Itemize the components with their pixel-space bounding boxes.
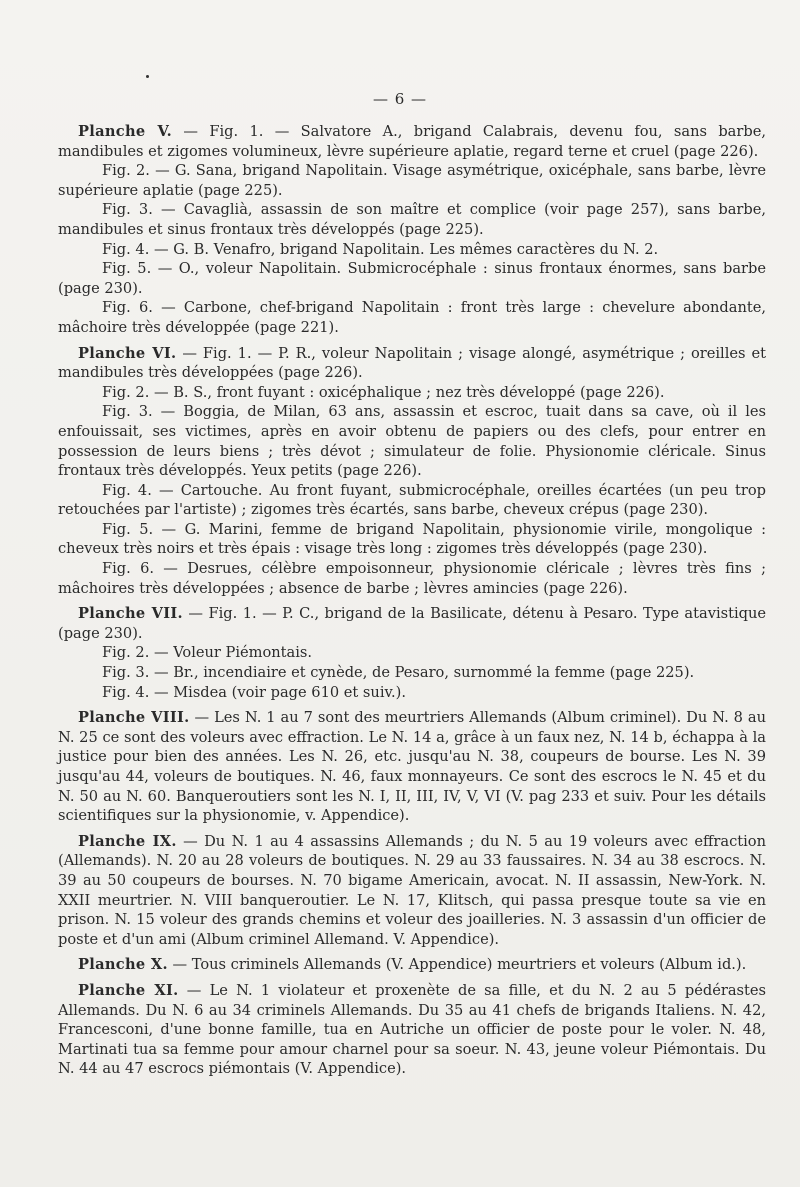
plate-vii-fig-2: Fig. 2. — Voleur Piémontais. [102,644,313,662]
plate-vii-fig-3: Fig. 3. — Br., incendiaire et cynède, de Pesaro, surnommé la femme (page 225). [102,664,695,682]
page-number: — 6 — [372,90,428,108]
plate-entry: — Fig. 1. — P. R., voleur Napolitain ; visage alongé, asymétrique ; oreilles et mandibules très développées (page 226). [58,344,767,382]
plate-v-fig-5: Fig. 5. — O., voleur Napolitain. Submicrocéphale : sinus frontaux énormes, sans barbe (page 230). [58,260,766,297]
plate-vii-fig-1 [58,604,766,643]
plate-entry: — Le N. 1 violateur et proxenète de sa fille, et du N. 2 au 5 pédérastes Allemands. Du N. 6 au 34 criminels Allemands. Du 35 au 41 chefs de brigands Italiens. N. 42, Francesconi, d'une bonne famille, tua en Autriche un officier de poste pour le voler. N. 48, Martinati tua sa femme pour amour charnel pour sa soeur. N. 43, jeune voleur Piémontais. Du N. 44 au 47 escrocs piémontais (V. Appendice). [58,981,766,1078]
plate-vi-fig-1 [58,344,766,383]
plate-x [58,955,766,975]
plate-label: Planche V. [78,123,173,140]
plates-text [58,116,766,1079]
plate-entry: — Fig. 1. — Salvatore A., brigand Calabrais, devenu fou, sans barbe, mandibules et zigomes volumineux, lèvre supérieure aplatie, regard terne et cruel (page 226). [58,123,766,160]
plate-v-fig-6: Fig. 6. — Carbone, chef-brigand Napolitain : front très large : chevelure abondante, mâchoire très développée (page 221). [58,299,766,336]
plate-label: Planche VIII. [78,709,190,727]
plate-vi-fig-3: Fig. 3. — Boggia, de Milan, 63 ans, assassin et escroc, tuait dans sa cave, où il les enfouissait, ses victimes, après en avoir obtenu de papiers ou des clefs, pour entrer en possession de leurs biens ; très dévot ; simulateur de folie. Physionomie cléricale. Sinus frontaux très développés. Yeux petits (page 226). [58,403,766,480]
plate-xi [58,981,766,1079]
plate-vi-fig-2: Fig. 2. — B. S., front fuyant : oxicéphalique ; nez très développé (page 226). [102,383,665,401]
plate-label: Planche VI. [78,344,177,362]
plate-label: Planche X. [78,956,168,974]
plate-label: Planche XI. [78,981,179,999]
plate-label: Planche IX. [78,832,177,850]
plate-entry: — Du N. 1 au 4 assassins Allemands ; du N. 5 au 19 voleurs avec effraction (Allemands). N. 20 au 28 voleurs de boutiques. N. 29 au 33 faussaires. N. 34 au 38 escrocs. N. 39 au 50 coupeurs de bourses. N. 70 bigame Americain, avocat. N. II assassin, New-York. N. XXII meurtrier. N. VIII banqueroutier. Le N. 17, Klitsch, qui passa presque toute sa vie en prison. N. 15 voleur des grands chemins et voleur des joailleries. N. 3 assassin d'un officier de poste et d'un ami (Album criminel Allemand. V. Appendice). [58,832,766,948]
plate-vi-fig-4: Fig. 4. — Cartouche. Au front fuyant, submicrocéphale, oreilles écartées (un peu trop retouchées par l'artiste) ; zigomes très écartés, sans barbe, cheveux crépus (page 230). [58,481,766,519]
plate-v-fig-4: Fig. 4. — G. B. Venafro, brigand Napolitain. Les mêmes caractères du N. 2. [102,240,659,258]
plate-ix [58,832,766,950]
plate-vii-fig-4: Fig. 4. — Misdea (voir page 610 et suiv.). [102,683,406,701]
plate-viii [58,708,766,826]
plate-v-fig-1 [58,122,766,161]
plate-entry: — Les N. 1 au 7 sont des meurtriers Allemands (Album criminel). Du N. 8 au N. 25 ce sont des voleurs avec effraction. Le N. 14 a, grâce à un faux nez, N. 14 b, échappa à la justice pour bien des années. Les N. 26, etc. jusqu'au N. 38, coupeurs de bourse. Les N. 39 jusqu'au 44, voleurs de boutiques. N. 46, faux monnayeurs. Ce sont des escrocs le N. 45 et du N. 50 au N. 60. Banqueroutiers sont les N. I, II, III, IV, V, VI (V. pag 233 et suiv. Pour les détails scientifiques sur la physionomie, v. Appendice). [58,709,767,825]
plate-label: Planche VII. [78,605,183,623]
plate-entry: — Tous criminels Allemands (V. Appendice) meurtriers et voleurs (Album id.). [172,956,747,974]
plate-vi-fig-6: Fig. 6. — Desrues, célèbre empoisonneur, physionomie cléricale ; lèvres très fins ; mâchoires très développées ; absence de barbe ; lèvres amincies (page 226). [58,560,766,597]
plate-v-fig-3: Fig. 3. — Cavaglià, assassin de son maître et complice (voir page 257), sans barbe, mandibules et sinus frontaux très développés (page 225). [58,201,766,238]
ink-speck [146,75,149,78]
plate-v-fig-2: Fig. 2. — G. Sana, brigand Napolitain. Visage asymétrique, oxicéphale, sans barbe, lèvre supérieure aplatie (page 225). [58,162,766,199]
plate-vi-fig-5: Fig. 5. — G. Marini, femme de brigand Napolitain, physionomie virile, mongolique : cheveux très noirs et très épais : visage très long : zigomes très développés (page 230). [58,520,766,558]
plate-entry: — Fig. 1. — P. C., brigand de la Basilicate, détenu à Pesaro. Type atavistique (page 230). [58,605,767,642]
